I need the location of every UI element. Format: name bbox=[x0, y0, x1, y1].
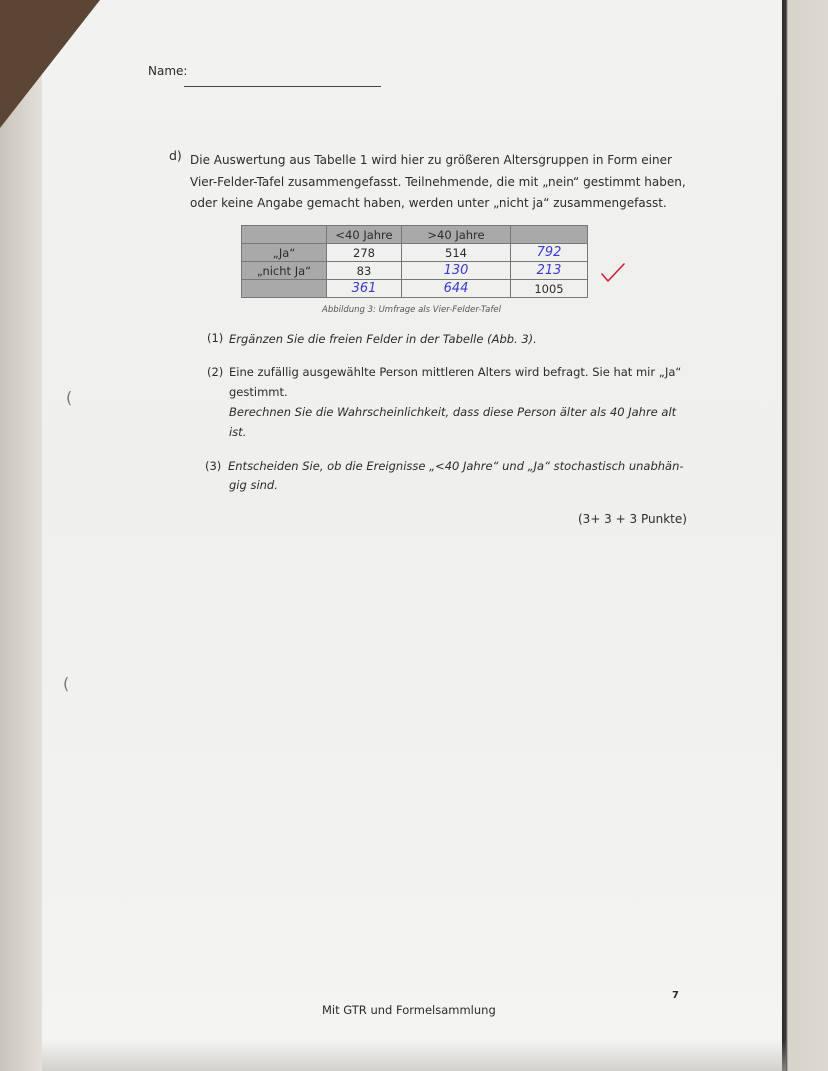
col-header-total bbox=[511, 226, 588, 244]
subtask-1-number: (1) bbox=[207, 331, 224, 345]
table-caption: Abbildung 3: Umfrage als Vier-Felder-Tafel bbox=[322, 305, 501, 315]
name-field-line[interactable] bbox=[184, 86, 381, 87]
table-corner-cell bbox=[242, 226, 327, 244]
desk-corner bbox=[0, 0, 100, 128]
subtask-2-line-3: Berechnen Sie die Wahrscheinlichkeit, dass diese Person älter als 40 Jahre alt bbox=[229, 405, 677, 419]
subtask-3-number: (3) bbox=[205, 459, 222, 473]
cell-ja-total-handwritten[interactable]: 792 bbox=[511, 244, 588, 262]
four-field-table bbox=[241, 225, 588, 298]
table-row bbox=[242, 280, 588, 298]
subtask-1-text: Ergänzen Sie die freien Felder in der Tabelle (Abb. 3). bbox=[229, 332, 537, 346]
cell-nichtja-over-40-handwritten[interactable]: 130 bbox=[402, 262, 511, 280]
subtask-3-line-2: gig sind. bbox=[229, 478, 278, 492]
cell-grand-total: 1005 bbox=[511, 280, 588, 298]
pencil-mark: ( bbox=[66, 388, 73, 407]
row-label-total bbox=[242, 280, 327, 298]
desk-background bbox=[0, 0, 42, 1071]
pencil-mark: ( bbox=[63, 674, 70, 693]
subtask-2-line-2: gestimmt. bbox=[229, 385, 288, 399]
cell-ja-under-40: 278 bbox=[327, 244, 402, 262]
name-label: Name: bbox=[148, 64, 188, 78]
intro-line-3: oder keine Angabe gemacht haben, werden unter „nicht ja“ zusammengefasst. bbox=[190, 196, 667, 210]
page-edge bbox=[782, 0, 828, 1071]
page-number: 7 bbox=[672, 990, 679, 1001]
subtask-3-line-1: Entscheiden Sie, ob die Ereignisse „<40 Jahre“ und „Ja“ stochastisch unabhän- bbox=[228, 459, 684, 473]
cell-nichtja-under-40: 83 bbox=[327, 262, 402, 280]
cell-total-over-40-handwritten[interactable]: 644 bbox=[402, 280, 511, 298]
col-header-under-40: <40 Jahre bbox=[327, 226, 402, 244]
cell-total-under-40-handwritten[interactable]: 361 bbox=[327, 280, 402, 298]
intro-line-2: Vier-Felder-Tafel zusammengefasst. Teilnehmende, die mit „nein“ gestimmt haben, bbox=[190, 175, 686, 189]
cell-nichtja-total-handwritten[interactable]: 213 bbox=[511, 262, 588, 280]
col-header-over-40: >40 Jahre bbox=[402, 226, 511, 244]
check-mark-icon bbox=[600, 262, 626, 284]
table-row bbox=[242, 262, 588, 280]
table-header-row bbox=[242, 226, 588, 244]
subtask-2-number: (2) bbox=[207, 365, 224, 379]
shadow bbox=[42, 1040, 786, 1071]
footer-text: Mit GTR und Formelsammlung bbox=[322, 1003, 496, 1017]
task-label: d) bbox=[169, 148, 182, 163]
points-label: (3+ 3 + 3 Punkte) bbox=[578, 512, 687, 526]
table-row bbox=[242, 244, 588, 262]
intro-line-1: Die Auswertung aus Tabelle 1 wird hier zu größeren Altersgruppen in Form einer bbox=[190, 153, 672, 167]
row-label-nicht-ja: „nicht Ja“ bbox=[242, 262, 327, 280]
cell-ja-over-40: 514 bbox=[402, 244, 511, 262]
subtask-2-line-1: Eine zufällig ausgewählte Person mittleren Alters wird befragt. Sie hat mir „Ja“ bbox=[229, 365, 682, 379]
row-label-ja: „Ja“ bbox=[242, 244, 327, 262]
subtask-2-line-4: ist. bbox=[229, 425, 247, 439]
